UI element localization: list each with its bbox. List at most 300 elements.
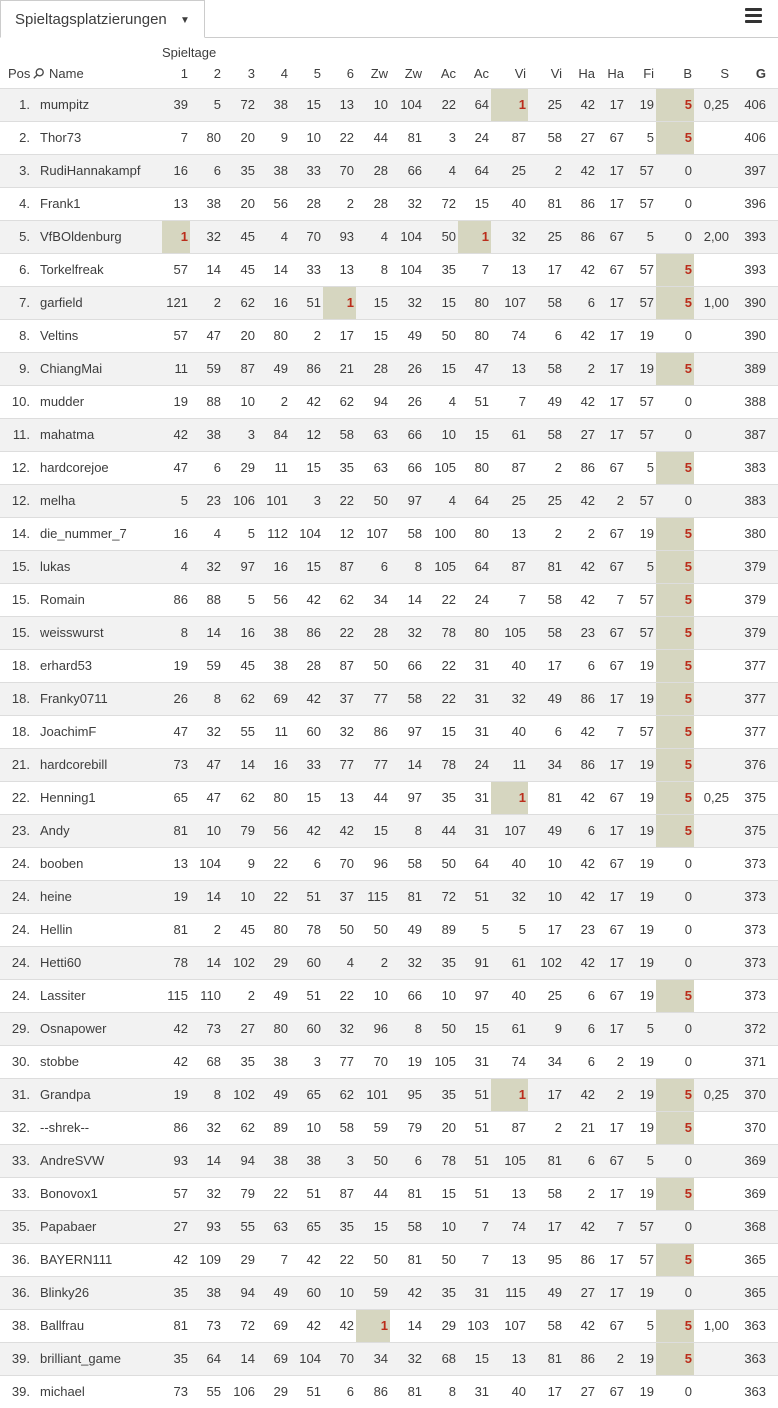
player-name: erhard53 — [40, 658, 93, 673]
value-cell: 77 — [373, 757, 389, 772]
value-cell — [694, 1112, 731, 1145]
value-cell: 58 — [407, 691, 423, 706]
value-cell: 4 — [448, 394, 457, 409]
value-cell: 19 — [639, 823, 655, 838]
value-cell: 22 — [273, 889, 288, 904]
value-cell: 73 — [173, 1384, 188, 1399]
value-cell: 38 — [206, 196, 221, 211]
value-cell: 8 — [414, 559, 423, 574]
value-cell: 15 — [474, 1351, 490, 1366]
value-cell: 64 — [474, 97, 490, 112]
value-cell: 32 — [206, 559, 221, 574]
value-cell: 393 — [744, 262, 767, 277]
player-name: Hetti60 — [40, 955, 82, 970]
value-cell: 14 — [240, 1351, 255, 1366]
value-cell: 6 — [414, 1153, 423, 1168]
value-cell: 5 — [656, 287, 694, 320]
position-cell: 6. — [19, 262, 30, 277]
column-header-fi-14[interactable]: Fi — [643, 66, 655, 81]
value-cell: 13 — [511, 1351, 527, 1366]
value-cell — [694, 881, 731, 914]
value-cell: 115 — [505, 1285, 527, 1300]
table-row — [0, 815, 778, 848]
value-cell: 13 — [511, 526, 527, 541]
value-cell: 17 — [609, 1021, 625, 1036]
value-cell: 32 — [407, 625, 423, 640]
value-cell: 60 — [306, 955, 321, 970]
value-cell: 5 — [646, 1021, 655, 1036]
column-header-g-17[interactable]: G — [755, 66, 767, 81]
value-cell: 86 — [580, 229, 596, 244]
value-cell: 5 — [180, 493, 188, 508]
player-name: weisswurst — [40, 625, 104, 640]
value-cell: 69 — [273, 1351, 288, 1366]
value-cell: 56 — [273, 823, 288, 838]
value-cell: 81 — [407, 889, 423, 904]
value-cell: 5 — [656, 1343, 694, 1376]
value-cell: 4 — [448, 163, 457, 178]
value-cell: 17 — [339, 328, 355, 343]
value-cell: 62 — [240, 295, 255, 310]
value-cell: 60 — [306, 1285, 321, 1300]
value-cell: 15 — [474, 1021, 490, 1036]
value-cell: 363 — [744, 1351, 767, 1366]
value-cell: 0 — [684, 1021, 693, 1036]
column-header-name[interactable]: Name — [49, 66, 84, 81]
value-cell: 5 — [481, 922, 490, 937]
value-cell: 50 — [339, 922, 355, 937]
value-cell: 106 — [233, 1384, 255, 1399]
column-header-vi-11[interactable]: Vi — [550, 66, 563, 81]
value-cell: 87 — [240, 361, 255, 376]
value-cell: 23 — [580, 922, 596, 937]
value-cell: 13 — [173, 196, 188, 211]
player-name: RudiHannakampf — [40, 163, 141, 178]
value-cell: 23 — [206, 493, 221, 508]
value-cell: 58 — [407, 1219, 423, 1234]
value-cell: 22 — [273, 1186, 288, 1201]
table-row — [0, 749, 778, 782]
value-cell: 42 — [306, 823, 321, 838]
value-cell: 10 — [306, 130, 321, 145]
value-cell: 29 — [240, 1252, 255, 1267]
value-cell: 20 — [240, 328, 255, 343]
value-cell: 80 — [273, 1021, 288, 1036]
column-header-ha-13[interactable]: Ha — [607, 66, 625, 81]
value-cell: 2 — [280, 394, 288, 409]
value-cell — [694, 320, 731, 353]
value-cell: 13 — [511, 262, 527, 277]
value-cell: 10 — [240, 394, 255, 409]
value-cell: 34 — [373, 1351, 389, 1366]
value-cell: 11 — [174, 361, 188, 376]
value-cell: 55 — [206, 1384, 221, 1399]
value-cell: 10 — [441, 988, 457, 1003]
value-cell: 19 — [639, 955, 655, 970]
value-cell: 80 — [273, 790, 288, 805]
value-cell: 1 — [491, 89, 528, 122]
value-cell: 4 — [180, 559, 188, 574]
value-cell: 363 — [744, 1384, 767, 1399]
value-cell — [694, 386, 731, 419]
value-cell — [694, 1178, 731, 1211]
position-cell: 33. — [11, 1153, 30, 1168]
value-cell: 59 — [206, 361, 221, 376]
value-cell: 58 — [547, 592, 563, 607]
table-row — [0, 221, 778, 254]
value-cell: 67 — [609, 856, 625, 871]
value-cell: 0 — [684, 394, 693, 409]
value-cell: 17 — [609, 163, 625, 178]
value-cell: 2 — [247, 988, 255, 1003]
value-cell: 88 — [206, 394, 221, 409]
value-cell: 1 — [162, 221, 190, 254]
value-cell: 57 — [639, 262, 655, 277]
value-cell: 2 — [554, 460, 563, 475]
value-cell: 406 — [744, 97, 767, 112]
value-cell: 3 — [313, 1054, 321, 1069]
value-cell: 6 — [587, 295, 596, 310]
value-cell: 27 — [240, 1021, 255, 1036]
value-cell: 101 — [366, 1087, 389, 1102]
tab-bar — [0, 0, 778, 38]
value-cell: 17 — [609, 1252, 625, 1267]
value-cell: 5 — [656, 716, 694, 749]
value-cell: 70 — [306, 229, 321, 244]
column-header-5-4[interactable]: 5 — [313, 66, 321, 81]
value-cell: 51 — [474, 1153, 490, 1168]
value-cell: 14 — [240, 757, 255, 772]
value-cell: 35 — [441, 955, 457, 970]
value-cell: 10 — [547, 889, 563, 904]
value-cell: 5 — [656, 254, 694, 287]
value-cell: 59 — [373, 1120, 389, 1135]
value-cell: 19 — [639, 856, 655, 871]
column-header-4-3[interactable]: 4 — [280, 66, 288, 81]
value-cell: 62 — [339, 1087, 355, 1102]
value-cell: 2 — [380, 955, 389, 970]
value-cell: 5 — [656, 650, 694, 683]
value-cell: 95 — [407, 1087, 423, 1102]
value-cell: 74 — [511, 328, 527, 343]
value-cell — [694, 1244, 731, 1277]
value-cell: 81 — [173, 922, 188, 937]
menu-button[interactable] — [745, 0, 778, 26]
player-name: Frank1 — [40, 196, 81, 211]
value-cell: 51 — [306, 295, 321, 310]
value-cell: 19 — [639, 1351, 655, 1366]
value-cell: 17 — [547, 1087, 563, 1102]
value-cell: 19 — [173, 1087, 188, 1102]
position-cell: 35. — [11, 1219, 30, 1234]
value-cell: 17 — [609, 955, 625, 970]
column-header-pos[interactable]: Pos — [8, 66, 31, 81]
value-cell: 50 — [373, 658, 389, 673]
value-cell: 67 — [609, 526, 625, 541]
table-row — [0, 1310, 778, 1343]
value-cell: 19 — [639, 1384, 655, 1399]
value-cell: 28 — [373, 625, 389, 640]
value-cell: 17 — [547, 262, 563, 277]
value-cell: 73 — [206, 1021, 221, 1036]
value-cell: 79 — [407, 1120, 423, 1135]
value-cell: 31 — [474, 691, 490, 706]
value-cell: 49 — [407, 922, 423, 937]
value-cell: 5 — [247, 526, 255, 541]
value-cell: 104 — [400, 229, 423, 244]
column-header-zw-6[interactable]: Zw — [370, 66, 389, 81]
table-row — [0, 1343, 778, 1376]
value-cell: 2 — [587, 361, 596, 376]
value-cell: 390 — [744, 328, 767, 343]
value-cell — [694, 1277, 731, 1310]
value-cell — [694, 815, 731, 848]
value-cell: 1 — [458, 221, 491, 254]
value-cell: 31 — [474, 1054, 490, 1069]
value-cell: 14 — [206, 625, 221, 640]
value-cell: 63 — [373, 427, 389, 442]
value-cell: 47 — [206, 757, 221, 772]
value-cell: 104 — [299, 526, 321, 541]
table-row — [0, 518, 778, 551]
table-row — [0, 122, 778, 155]
value-cell: 49 — [547, 823, 563, 838]
value-cell: 14 — [407, 1318, 423, 1333]
value-cell: 15 — [373, 823, 389, 838]
value-cell: 17 — [609, 1120, 625, 1135]
value-cell: 22 — [339, 988, 355, 1003]
value-cell: 12 — [339, 526, 355, 541]
player-name: die_nummer_7 — [40, 526, 127, 541]
value-cell: 42 — [580, 1219, 596, 1234]
column-header-vi-10[interactable]: Vi — [514, 66, 527, 81]
value-cell: 32 — [206, 229, 221, 244]
value-cell: 87 — [511, 1120, 527, 1135]
value-cell: 81 — [547, 196, 563, 211]
value-cell: 16 — [273, 295, 288, 310]
column-header-s-16[interactable]: S — [720, 66, 730, 81]
player-name: Grandpa — [40, 1087, 91, 1102]
value-cell: 7 — [180, 130, 188, 145]
position-cell: 21. — [11, 757, 30, 772]
value-cell: 81 — [407, 1186, 423, 1201]
value-cell: 24 — [474, 757, 490, 772]
tab-spieltagsplatzierungen[interactable] — [0, 0, 205, 38]
value-cell: 66 — [407, 427, 423, 442]
value-cell — [694, 254, 731, 287]
value-cell: 2 — [213, 922, 221, 937]
value-cell — [694, 749, 731, 782]
position-cell: 15. — [11, 559, 30, 574]
value-cell: 40 — [511, 196, 527, 211]
value-cell: 19 — [639, 889, 655, 904]
value-cell: 15 — [306, 460, 321, 475]
value-cell: 58 — [547, 361, 563, 376]
player-name: Osnapower — [40, 1021, 107, 1036]
value-cell: 62 — [339, 592, 355, 607]
column-header-b-15[interactable]: B — [683, 66, 693, 81]
value-cell: 65 — [173, 790, 188, 805]
value-cell: 15 — [474, 427, 490, 442]
value-cell: 2 — [554, 163, 563, 178]
value-cell: 42 — [339, 823, 355, 838]
value-cell: 70 — [339, 856, 355, 871]
value-cell: 47 — [173, 724, 188, 739]
value-cell: 101 — [266, 493, 288, 508]
table-row — [0, 1277, 778, 1310]
column-header-3-2[interactable]: 3 — [247, 66, 255, 81]
value-cell: 2 — [554, 1120, 563, 1135]
value-cell: 32 — [206, 1186, 221, 1201]
value-cell — [694, 617, 731, 650]
value-cell: 42 — [580, 493, 596, 508]
value-cell: 0 — [684, 889, 693, 904]
column-header-zw-7[interactable]: Zw — [404, 66, 423, 81]
value-cell: 107 — [504, 1318, 527, 1333]
value-cell: 17 — [547, 1219, 563, 1234]
value-cell: 67 — [609, 460, 625, 475]
column-header-ac-8[interactable]: Ac — [440, 66, 457, 81]
value-cell: 42 — [580, 394, 596, 409]
chevron-down-icon: ▼ — [179, 15, 190, 26]
value-cell: 6 — [587, 1054, 596, 1069]
value-cell: 51 — [474, 394, 490, 409]
value-cell: 69 — [273, 691, 288, 706]
value-cell: 86 — [373, 724, 389, 739]
value-cell: 35 — [441, 1087, 457, 1102]
table-row — [0, 980, 778, 1013]
value-cell: 28 — [373, 163, 389, 178]
value-cell: 0 — [684, 328, 693, 343]
position-cell: 24. — [11, 955, 30, 970]
value-cell: 50 — [373, 1252, 389, 1267]
position-cell: 33. — [11, 1186, 30, 1201]
value-cell: 373 — [744, 889, 767, 904]
value-cell: 6 — [313, 856, 321, 871]
value-cell: 62 — [240, 790, 255, 805]
value-cell: 5 — [213, 97, 221, 112]
value-cell: 12 — [306, 427, 321, 442]
value-cell: 5 — [656, 584, 694, 617]
value-cell: 31 — [474, 1285, 490, 1300]
value-cell: 0 — [684, 427, 693, 442]
table-row — [0, 584, 778, 617]
value-cell: 19 — [173, 394, 188, 409]
value-cell: 379 — [744, 592, 767, 607]
value-cell: 80 — [474, 526, 490, 541]
value-cell: 1 — [491, 782, 528, 815]
position-cell: 9. — [19, 361, 30, 376]
value-cell: 80 — [474, 460, 490, 475]
value-cell: 67 — [609, 790, 625, 805]
table-row — [0, 914, 778, 947]
value-cell: 0 — [684, 856, 693, 871]
value-cell: 0 — [684, 922, 693, 937]
value-cell: 2 — [587, 526, 596, 541]
position-cell: 18. — [11, 691, 30, 706]
value-cell: 13 — [511, 361, 527, 376]
value-cell: 105 — [434, 559, 457, 574]
hamburger-icon — [745, 8, 762, 23]
value-cell: 107 — [504, 295, 527, 310]
column-header-ac-9[interactable]: Ac — [473, 66, 490, 81]
value-cell: 19 — [173, 889, 188, 904]
position-cell: 38. — [11, 1318, 30, 1333]
value-cell: 5 — [656, 749, 694, 782]
value-cell: 0 — [684, 1054, 693, 1069]
value-cell: 72 — [441, 196, 457, 211]
position-cell: 18. — [11, 658, 30, 673]
position-cell: 24. — [11, 856, 30, 871]
value-cell: 388 — [744, 394, 767, 409]
value-cell: 15 — [441, 295, 457, 310]
value-cell: 56 — [273, 592, 288, 607]
value-cell: 44 — [441, 823, 457, 838]
value-cell: 81 — [173, 1318, 188, 1333]
value-cell: 379 — [744, 625, 767, 640]
value-cell: 67 — [609, 922, 625, 937]
value-cell: 3 — [448, 130, 457, 145]
value-cell: 35 — [339, 1219, 355, 1234]
value-cell: 25 — [511, 163, 527, 178]
value-cell: 32 — [206, 1120, 221, 1135]
value-cell: 62 — [339, 394, 355, 409]
value-cell: 9 — [280, 130, 288, 145]
value-cell: 373 — [744, 955, 767, 970]
value-cell: 22 — [339, 130, 355, 145]
column-header-6-5[interactable]: 6 — [346, 66, 355, 81]
value-cell: 69 — [273, 1318, 288, 1333]
value-cell: 57 — [639, 394, 655, 409]
value-cell: 32 — [511, 229, 527, 244]
value-cell: 96 — [373, 1021, 389, 1036]
value-cell: 57 — [639, 295, 655, 310]
value-cell: 67 — [609, 130, 625, 145]
column-header-1-0[interactable]: 1 — [180, 66, 188, 81]
value-cell: 25 — [547, 229, 563, 244]
value-cell: 25 — [547, 97, 563, 112]
search-icon[interactable] — [32, 67, 45, 80]
value-cell: 390 — [744, 295, 767, 310]
value-cell: 7 — [280, 1252, 288, 1267]
value-cell: 7 — [518, 592, 527, 607]
value-cell: 2 — [213, 295, 221, 310]
value-cell: 19 — [639, 1120, 655, 1135]
value-cell: 65 — [306, 1087, 321, 1102]
value-cell: 63 — [373, 460, 389, 475]
value-cell: 51 — [306, 1384, 321, 1399]
value-cell: 42 — [580, 592, 596, 607]
value-cell — [694, 419, 731, 452]
column-header-ha-12[interactable]: Ha — [578, 66, 596, 81]
position-cell: 8. — [19, 328, 30, 343]
value-cell: 21 — [339, 361, 355, 376]
value-cell: 42 — [173, 427, 188, 442]
value-cell: 38 — [273, 163, 288, 178]
value-cell: 17 — [609, 1285, 625, 1300]
value-cell: 1 — [491, 1079, 528, 1112]
value-cell: 6 — [587, 988, 596, 1003]
column-header-2-1[interactable]: 2 — [213, 66, 221, 81]
value-cell: 72 — [240, 97, 255, 112]
value-cell: 0,25 — [703, 97, 730, 112]
value-cell: 28 — [373, 361, 389, 376]
value-cell: 376 — [744, 757, 767, 772]
value-cell: 369 — [744, 1153, 767, 1168]
table-row — [0, 1376, 778, 1408]
value-cell: 64 — [474, 559, 490, 574]
value-cell: 0 — [684, 1384, 693, 1399]
